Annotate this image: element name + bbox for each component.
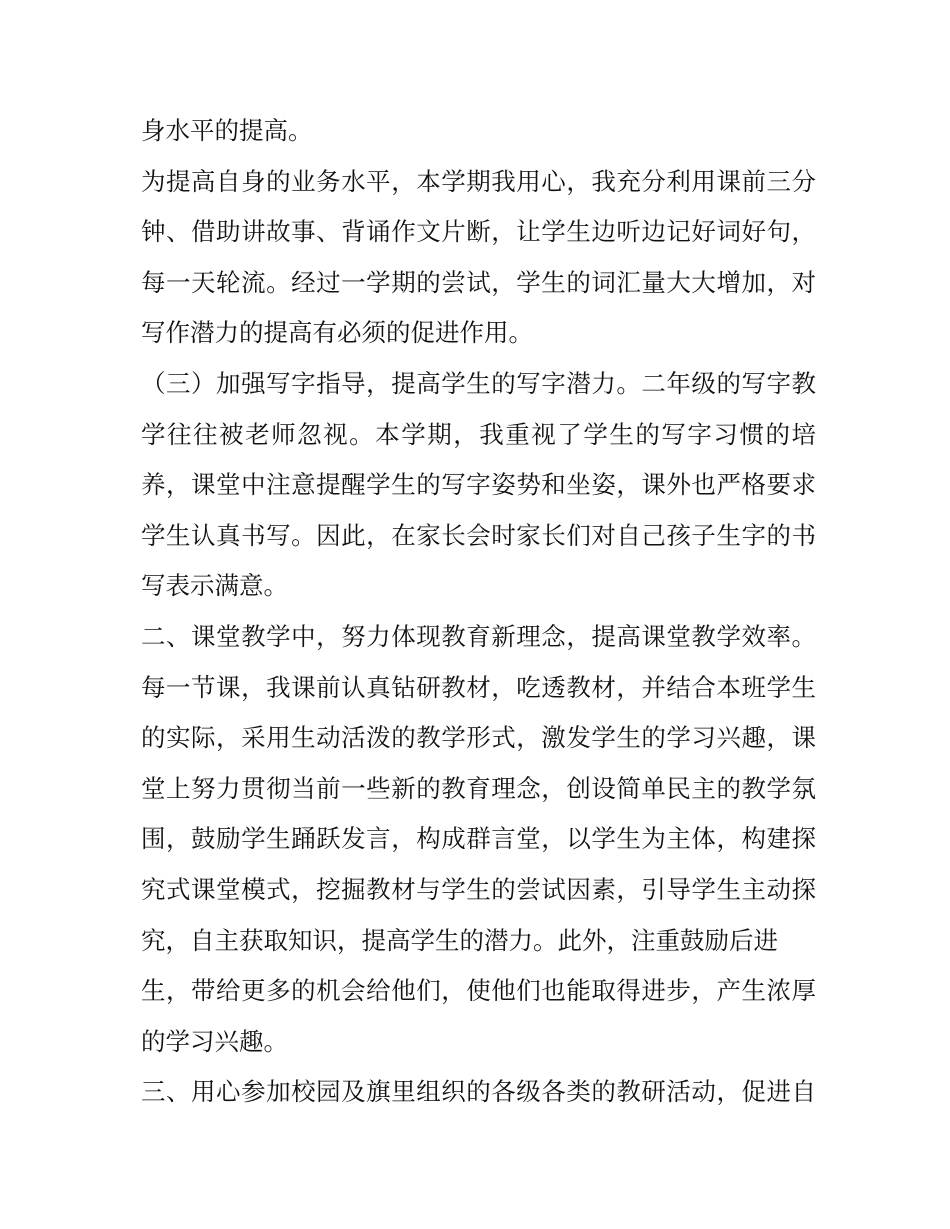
text-line: 的学习兴趣。: [141, 1026, 288, 1056]
text-line: （三）加强写字指导，提高学生的写字潜力。二年级的写字教: [141, 368, 816, 398]
text-line: 学生认真书写。因此，在家长会时家长们对自己孩子生字的书: [141, 520, 816, 550]
text-line: 二、课堂教学中，努力体现教育新理念，提高课堂教学效率。: [141, 621, 816, 651]
text-line: 围，鼓励学生踊跃发言，构成群言堂，以学生为主体，构建探: [141, 824, 816, 854]
document-body: [141, 106, 816, 1118]
text-line: 为提高自身的业务水平，本学期我用心，我充分利用课前三分: [141, 166, 816, 196]
text-line: 三、用心参加校园及旗里组织的各级各类的教研活动，促进自: [141, 1077, 816, 1107]
text-line: 身水平的提高。: [141, 116, 313, 145]
text-line: 养，课堂中注意提醒学生的写字姿势和坐姿，课外也严格要求: [141, 470, 816, 500]
text-line: 钟、借助讲故事、背诵作文片断，让学生边听边记好词好句，: [141, 217, 816, 247]
text-line: 每一节课，我课前认真钻研教材，吃透教材，并结合本班学生: [141, 672, 816, 702]
text-line: 写作潜力的提高有必须的促进作用。: [141, 318, 533, 348]
text-line: 每一天轮流。经过一学期的尝试，学生的词汇量大大增加，对: [141, 267, 816, 297]
text-line: 究，自主获取知识，提高学生的潜力。此外，注重鼓励后进: [141, 925, 778, 955]
text-line: 的实际，采用生动活泼的教学形式，激发学生的学习兴趣，课: [141, 723, 816, 753]
text-line: 写表示满意。: [141, 571, 288, 601]
text-line: 生，带给更多的机会给他们，使他们也能取得进步，产生浓厚: [141, 976, 816, 1006]
text-line: 学往往被老师忽视。本学期，我重视了学生的写字习惯的培: [141, 419, 816, 449]
text-line: 究式课堂模式，挖掘教材与学生的尝试因素，引导学生主动探: [141, 874, 816, 904]
text-line: 堂上努力贯彻当前一些新的教育理念，创设简单民主的教学氛: [141, 773, 816, 803]
